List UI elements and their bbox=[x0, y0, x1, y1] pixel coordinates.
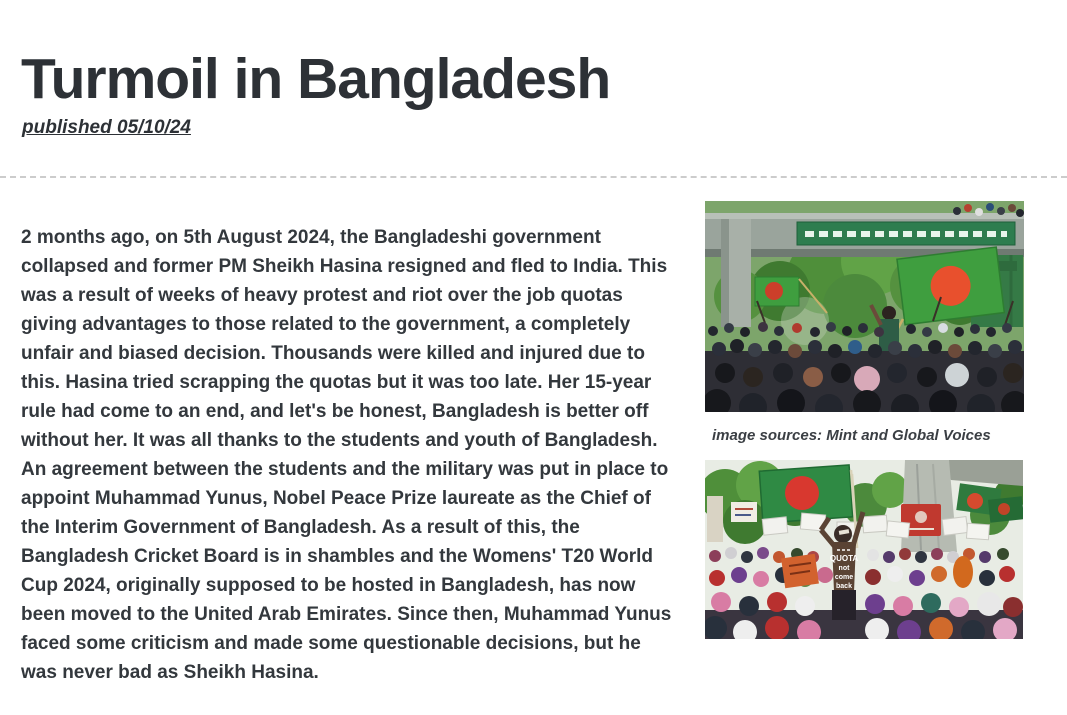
quota-sign-text-line4: back bbox=[836, 583, 852, 590]
protest-photo-quota-sign bbox=[705, 460, 1023, 639]
bangladesh-flag-large bbox=[897, 247, 1004, 325]
quota-sign-text-line1: QUOTA bbox=[829, 554, 859, 563]
dashed-divider bbox=[0, 176, 1067, 178]
image-sources-caption: image sources: Mint and Global Voices bbox=[712, 427, 991, 444]
bengali-banner-sign bbox=[797, 222, 1015, 245]
quota-sign-text-line3: come bbox=[834, 574, 854, 581]
protest-photo-flags-bridge bbox=[705, 201, 1024, 412]
article-paragraph: 2 months ago, on 5th August 2024, the Bangladeshi government collapsed and former PM Sheikh Hasina resigned and fled to India. This was a result of weeks of heavy protest and riot over the job quotas giving advantages to those related to the government, a completely unfair and biased decision. Thousands were killed and injured due to this. Hasina tried scrapping the quotas but it was too late. Her 15-year rule had come to an end, and let's be honest, Bangladesh is better off without her. It was all thanks to the students and youth of Bangladesh. An agreement between the students and the military was put in place to appoint Muhammad Yunus, Nobel Peace Prize laureate as the Chief of the Interim Government of Bangladesh. As a result of this, the Bangladesh Cricket Board is in shambles and the Womens' T20 World Cup 2024, originally supposed to be hosted in Bangladesh, has now been moved to the United Arab Emirates. Since then, Muhammad Yunus faced some criticism and made some questionable decisions, but he was never bad as Sheikh Hasina. bbox=[21, 227, 672, 683]
page-title: Turmoil in Bangladesh bbox=[21, 47, 611, 112]
published-date: published 05/10/24 bbox=[22, 117, 191, 138]
orange-sign bbox=[781, 554, 819, 588]
quota-sign-text-line2: not bbox=[838, 565, 850, 572]
